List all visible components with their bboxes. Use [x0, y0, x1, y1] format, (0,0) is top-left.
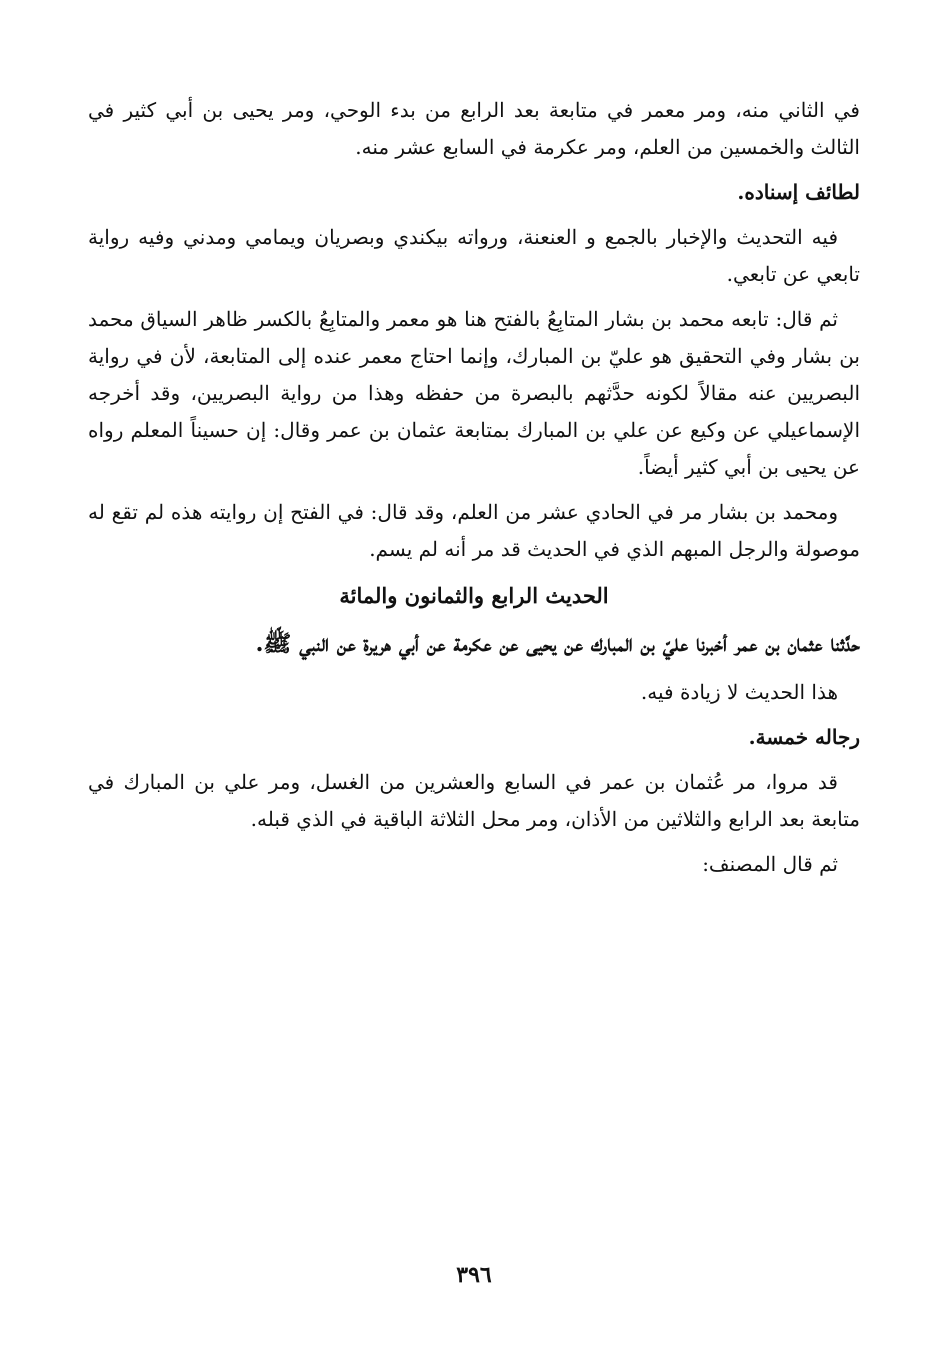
page-body — [88, 92, 860, 891]
paragraph-ibn-bashar: ومحمد بن بشار مر في الحادي عشر من العلم، وقد قال: في الفتح إن روايته هذه لم تقع له موصولة والرجل المبهم الذي في الحديث قد مر أنه لم يسم. — [88, 500, 860, 561]
paragraph-narrators-details: قد مروا، مر عُثمان بن عمر في السابع والعشرين من الغسل، ومر علي بن المبارك في متابعة بعد الرابع والثلاثين من الأذان، ومر محل الثلاثة الباقية في الذي قبله. — [88, 770, 860, 831]
subheading-narrators: رجاله خمسة. — [748, 725, 860, 749]
paragraph-then-author-said: ثم قال المصنف: — [702, 852, 838, 876]
subheading-isnad-subtleties: لطائف إسناده. — [737, 180, 860, 204]
hadith-title: الحديث الرابع والثمانون والمائة — [339, 583, 609, 608]
page-number: ٣٩٦ — [456, 1262, 492, 1288]
paragraph-mutabaah: ثم قال: تابعه محمد بن بشار المتابِعُ بالفتح هنا هو معمر والمتابِعُ بالكسر ظاهر السياق محمد بن بشار وفي التحقيق هو عليّ بن المبارك، وإنما احتاج معمر عنده إلى المتابعة، لأن في رواية البصريين عنه مقالاً لكونه حدَّثهم بالبصرة من حفظه وهذا من رواية البصريين، وقد أخرجه الإسماعيلي عن وكيع عن علي بن المبارك بمتابعة عثمان بن عمر وقال: إن حسيناً المعلم رواه عن يحيى بن أبي كثير أيضاً. — [88, 307, 861, 479]
paragraph-no-addition: هذا الحديث لا زيادة فيه. — [640, 680, 838, 704]
hadith-text: حدَّثنا عثمان بن عمر أخبرنا عليّ بن المبارك عن يحيى عن عكرمة عن أبي هريرة عن النبي ﷺ. — [255, 630, 860, 657]
paragraph-intro: في الثاني منه، ومر معمر في متابعة بعد الرابع من بدء الوحي، ومر يحيى بن أبي كثير في الثالث والخمسين من العلم، ومر عكرمة في السابع عشر منه. — [88, 98, 860, 159]
paragraph-isnad-details: فيه التحديث والإخبار بالجمع و العنعنة، ورواته بيكندي وبصريان ويمامي ومدني وفيه رواية تابعي عن تابعي. — [88, 225, 860, 286]
